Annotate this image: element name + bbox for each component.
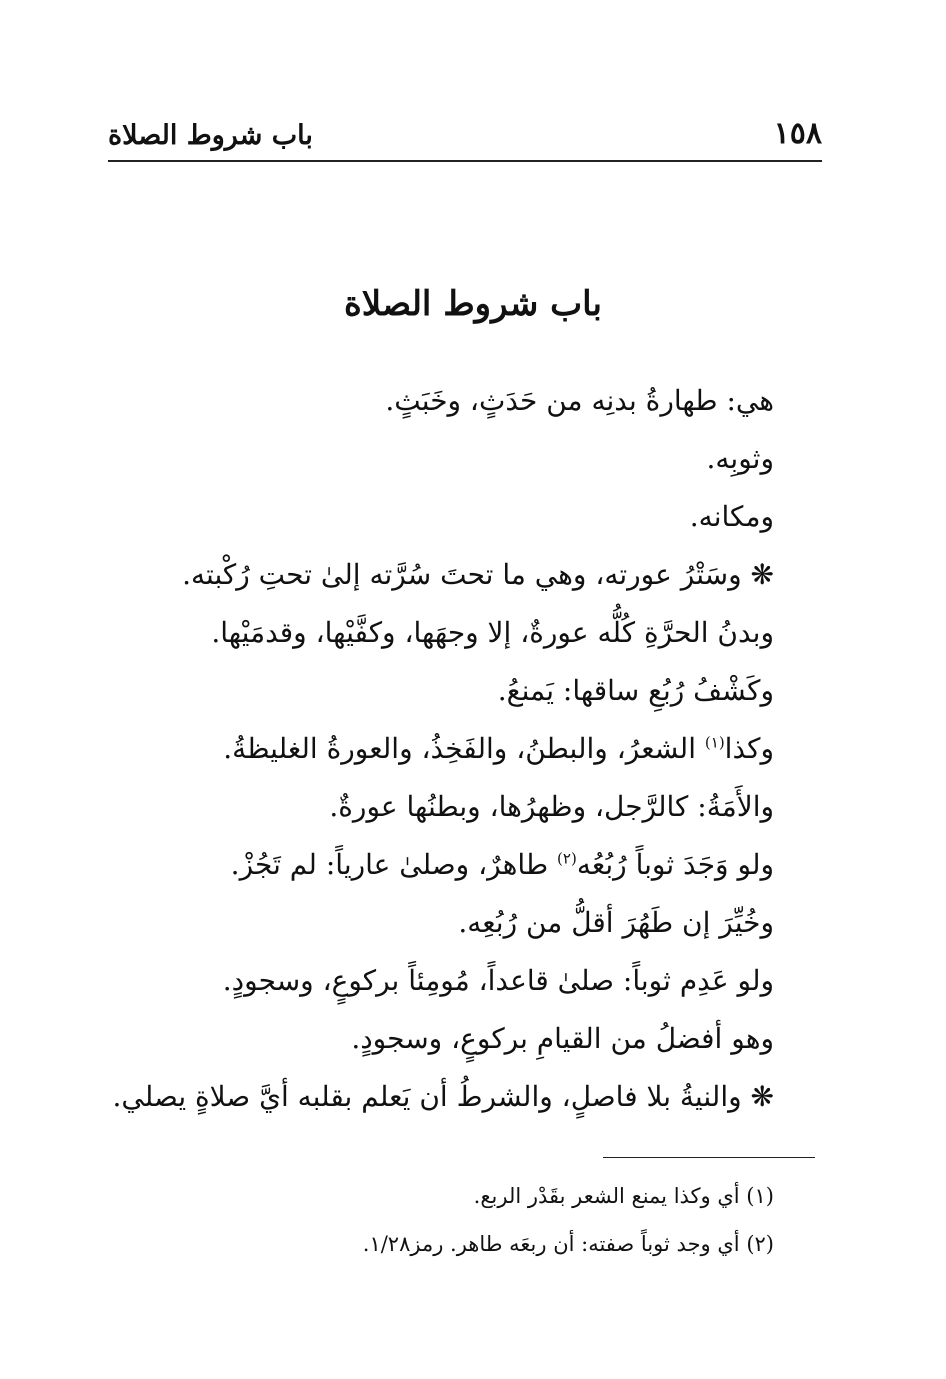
page-number: ١٥٨ xyxy=(773,116,822,151)
text-line: ❋ والنيةُ بلا فاصلٍ، والشرطُ أن يَعلم بقلبه أيَّ صلاةٍ يصلي. xyxy=(112,1080,774,1113)
text-line xyxy=(154,836,774,894)
body-text xyxy=(112,372,774,1126)
text-line: هي: طهارةُ بدنِه من حَدَثٍ، وخَبَثٍ. xyxy=(385,384,774,417)
footnote-marker[interactable]: (١) xyxy=(704,733,725,752)
text-line: وهو أفضلُ من القيامِ بركوعٍ، وسجودٍ. xyxy=(351,1022,774,1055)
text-line xyxy=(154,720,774,778)
text-line: ولو عَدِم ثوباً: صلىٰ قاعداً، مُومِئاً بركوعٍ، وسجودٍ. xyxy=(222,964,774,997)
text-segment: الشعرُ، والبطنُ، والفَخِذُ، والعورةُ الغليظةُ. xyxy=(223,732,705,765)
footnote-divider xyxy=(603,1157,815,1158)
chapter-title: باب شروط الصلاة xyxy=(343,284,602,324)
running-head: باب شروط الصلاة xyxy=(108,120,313,151)
text-line: والأَمَةُ: كالرَّجل، وظهرُها، وبطنُها عورةٌ. xyxy=(329,790,774,823)
text-segment: طاهرٌ، وصلىٰ عارياً: لم تَجُزْ. xyxy=(230,848,558,881)
text-segment: وكذا xyxy=(724,732,774,765)
text-line: وبدنُ الحرَّةِ كُلُّه عورةٌ، إلا وجهَها، وكفَّيْها، وقدمَيْها. xyxy=(211,616,774,649)
text-line: وثوبِه. xyxy=(706,442,774,475)
text-segment: ولو وَجَدَ ثوباً رُبُعُه xyxy=(576,848,774,881)
text-line: ❋ وسَتْرُ عورته، وهي ما تحتَ سُرَّته إلىٰ تحتِ رُكْبته. xyxy=(182,558,774,591)
text-line: وخُيِّرَ إن طَهُرَ أقلُّ من رُبُعِه. xyxy=(458,906,774,939)
footnotes xyxy=(154,1172,774,1268)
text-line: ومكانه. xyxy=(689,500,774,533)
page-header xyxy=(108,112,822,162)
footnote-marker[interactable]: (٢) xyxy=(557,849,577,868)
footnote: (١) أي وكذا يمنع الشعر بقَدْر الربع. xyxy=(473,1184,774,1208)
footnote: (٢) أي وجد ثوباً صفته: أن ربعَه طاهر. رمز١/٢٨. xyxy=(362,1232,774,1256)
text-line: وكَشْفُ رُبُعِ ساقها: يَمنعُ. xyxy=(497,674,774,707)
